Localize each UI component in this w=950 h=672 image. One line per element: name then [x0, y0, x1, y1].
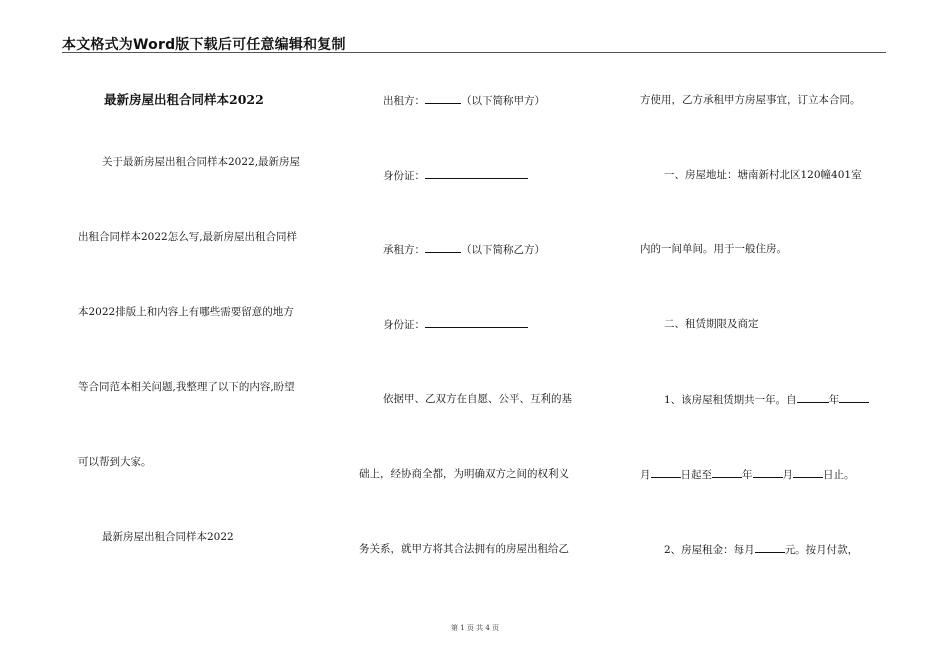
- year-unit: 年: [828, 394, 840, 406]
- intro-line-5: 可以帮到大家。: [78, 456, 152, 468]
- start-day-blank: [651, 467, 681, 478]
- lessee-blank: [425, 242, 461, 253]
- address-line: 一、房屋地址：塘南新村北区120幢401室: [664, 169, 862, 181]
- intro-line-4: 等合同范本相关问题,我整理了以下的内容,盼望: [78, 381, 295, 393]
- lessor-row: [383, 93, 545, 108]
- rent-line: [664, 542, 858, 557]
- end-text: 日止。: [823, 469, 855, 481]
- end-year-unit: 年: [742, 469, 753, 481]
- intro-line-1: 关于最新房屋出租合同样本2022,最新房屋: [102, 156, 301, 168]
- lessee-id-label: 身份证：: [383, 319, 425, 331]
- end-year-blank: [712, 467, 742, 478]
- lessor-id-row: [383, 168, 528, 183]
- lessee-id-blank: [425, 317, 528, 328]
- lessor-id-label: 身份证：: [383, 170, 425, 182]
- section-heading: 最新房屋出租合同样本2022: [102, 531, 234, 543]
- rent-amount-blank: [755, 542, 785, 553]
- lessee-row: [383, 242, 545, 257]
- intro-line-2: 出租合同样本2022怎么写,最新房屋出租合同样: [78, 231, 298, 243]
- lessee-suffix: （以下简称乙方）: [461, 244, 545, 256]
- end-day-blank: [793, 467, 823, 478]
- rent-text: 2、房屋租金：每月: [664, 544, 755, 556]
- lessor-label: 出租方：: [383, 95, 425, 107]
- body-line-1: 依据甲、乙双方在自愿、公平、互利的基: [383, 393, 572, 405]
- body-line-4: 方使用，乙方承租甲方房屋事宜，订立本合同。: [640, 94, 861, 106]
- header-divider: [62, 52, 886, 53]
- document-title: 最新房屋出租合同样本2022: [104, 92, 264, 107]
- body-line-2: 础上，经协商全都，为明确双方之间的权利义: [359, 468, 569, 480]
- lessee-id-row: [383, 317, 528, 332]
- page-header: 本文格式为Word版下载后可任意编辑和复制: [62, 37, 346, 53]
- lease-term-text: 1、该房屋租赁期共一年。自: [664, 394, 797, 406]
- lease-term-heading: 二、租赁期限及商定: [664, 318, 759, 330]
- lessor-suffix: （以下简称甲方）: [461, 95, 545, 107]
- rent-payment-text: 元。按月付款，: [784, 544, 859, 556]
- month-unit: 月: [640, 469, 651, 481]
- lease-dates-line: [640, 467, 855, 482]
- start-to-text: 日起至: [680, 469, 712, 481]
- body-line-3: 务关系，就甲方将其合法拥有的房屋出租给乙: [359, 543, 569, 555]
- lessee-label: 承租方：: [383, 244, 425, 256]
- start-year-blank: [797, 392, 829, 403]
- page-number: 第 1 页 共 4 页: [450, 624, 500, 632]
- address-line-cont: 内的一间单间。用于一般住房。: [640, 243, 787, 255]
- lessor-blank: [425, 93, 461, 104]
- intro-line-3: 本2022排版上和内容上有哪些需要留意的地方: [78, 306, 294, 318]
- end-month-blank: [753, 467, 783, 478]
- lease-term-line: [664, 392, 869, 407]
- end-month-unit: 月: [782, 469, 793, 481]
- start-month-blank: [839, 392, 869, 403]
- lessor-id-blank: [425, 168, 528, 179]
